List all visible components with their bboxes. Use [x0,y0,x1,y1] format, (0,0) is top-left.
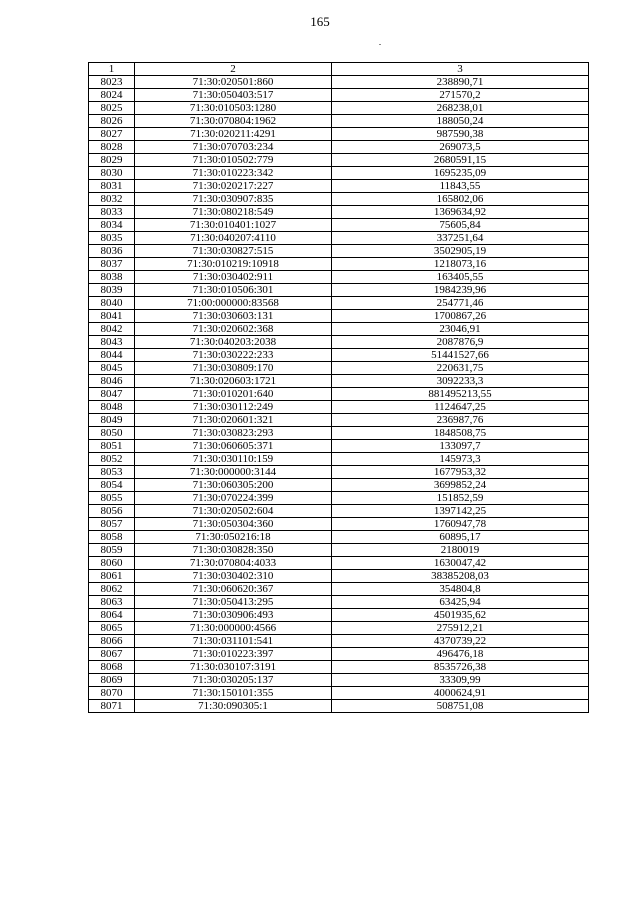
row-number-cell: 8071 [89,700,135,713]
cadastral-number-cell: 71:30:060605:371 [135,440,332,453]
row-number-cell: 8051 [89,440,135,453]
value-cell: 354804,8 [332,583,589,596]
cadastral-number-cell: 71:30:010506:301 [135,284,332,297]
row-number-cell: 8049 [89,414,135,427]
cadastral-number-cell: 71:30:050413:295 [135,596,332,609]
row-number-cell: 8027 [89,128,135,141]
value-cell: 220631,75 [332,362,589,375]
cadastral-number-cell: 71:30:010401:1027 [135,219,332,232]
table-row [89,375,589,388]
row-number-cell: 8064 [89,609,135,622]
table-row [89,453,589,466]
table-row [89,570,589,583]
row-number-cell: 8025 [89,102,135,115]
column-header: 2 [135,63,332,76]
value-cell: 4000624,91 [332,687,589,700]
table-row [89,674,589,687]
row-number-cell: 8036 [89,245,135,258]
row-number-cell: 8045 [89,362,135,375]
value-cell: 1695235,09 [332,167,589,180]
table-row [89,115,589,128]
cadastral-number-cell: 71:30:010223:397 [135,648,332,661]
value-cell: 275912,21 [332,622,589,635]
value-cell: 269073,5 [332,141,589,154]
cadastral-number-cell: 71:30:030110:159 [135,453,332,466]
value-cell: 1848508,75 [332,427,589,440]
value-cell: 8535726,38 [332,661,589,674]
cadastral-number-cell: 71:30:030906:493 [135,609,332,622]
cadastral-number-cell: 71:30:030402:911 [135,271,332,284]
column-header: 1 [89,63,135,76]
cadastral-number-cell: 71:30:030205:137 [135,674,332,687]
table-row [89,531,589,544]
table-row [89,401,589,414]
cadastral-number-cell: 71:30:031101:541 [135,635,332,648]
value-cell: 188050,24 [332,115,589,128]
row-number-cell: 8068 [89,661,135,674]
table-row [89,544,589,557]
value-cell: 1760947,78 [332,518,589,531]
data-table [88,62,589,713]
cadastral-number-cell: 71:30:060620:367 [135,583,332,596]
row-number-cell: 8031 [89,180,135,193]
table-row [89,323,589,336]
value-cell: 268238,01 [332,102,589,115]
value-cell: 1630047,42 [332,557,589,570]
table-row [89,336,589,349]
value-cell: 1700867,26 [332,310,589,323]
value-cell: 2180019 [332,544,589,557]
row-number-cell: 8033 [89,206,135,219]
cadastral-number-cell: 71:30:020602:368 [135,323,332,336]
value-cell: 1984239,96 [332,284,589,297]
table-row [89,271,589,284]
table-row [89,284,589,297]
value-cell: 238890,71 [332,76,589,89]
row-number-cell: 8070 [89,687,135,700]
row-number-cell: 8058 [89,531,135,544]
value-cell: 337251,64 [332,232,589,245]
value-cell: 987590,38 [332,128,589,141]
value-cell: 3502905,19 [332,245,589,258]
cadastral-number-cell: 71:30:070804:4033 [135,557,332,570]
cadastral-number-cell: 71:30:010223:342 [135,167,332,180]
row-number-cell: 8032 [89,193,135,206]
cadastral-number-cell: 71:30:020211:4291 [135,128,332,141]
row-number-cell: 8037 [89,258,135,271]
table-row [89,258,589,271]
table-row [89,596,589,609]
row-number-cell: 8063 [89,596,135,609]
row-number-cell: 8042 [89,323,135,336]
table-row [89,466,589,479]
cadastral-number-cell: 71:30:030112:249 [135,401,332,414]
cadastral-number-cell: 71:30:030809:170 [135,362,332,375]
row-number-cell: 8034 [89,219,135,232]
table-row [89,167,589,180]
cadastral-number-cell: 71:30:050216:18 [135,531,332,544]
scan-speck [379,44,381,45]
cadastral-number-cell: 71:30:040207:4110 [135,232,332,245]
table-row [89,76,589,89]
table-row [89,622,589,635]
value-cell: 2087876,9 [332,336,589,349]
cadastral-number-cell: 71:30:150101:355 [135,687,332,700]
row-number-cell: 8048 [89,401,135,414]
table-body [89,76,589,713]
value-cell: 4370739,22 [332,635,589,648]
table-row [89,232,589,245]
cadastral-number-cell: 71:30:030828:350 [135,544,332,557]
value-cell: 236987,76 [332,414,589,427]
value-cell: 63425,94 [332,596,589,609]
cadastral-number-cell: 71:30:040203:2038 [135,336,332,349]
table-row [89,349,589,362]
table-row [89,310,589,323]
value-cell: 60895,17 [332,531,589,544]
row-number-cell: 8060 [89,557,135,570]
table-row [89,388,589,401]
row-number-cell: 8023 [89,76,135,89]
cadastral-number-cell: 71:30:030827:515 [135,245,332,258]
value-cell: 1218073,16 [332,258,589,271]
cadastral-number-cell: 71:30:020601:321 [135,414,332,427]
cadastral-number-cell: 71:30:010219:10918 [135,258,332,271]
row-number-cell: 8055 [89,492,135,505]
table-row [89,505,589,518]
row-number-cell: 8040 [89,297,135,310]
cadastral-number-cell: 71:30:030107:3191 [135,661,332,674]
row-number-cell: 8062 [89,583,135,596]
value-cell: 508751,08 [332,700,589,713]
row-number-cell: 8038 [89,271,135,284]
cadastral-number-cell: 71:30:050403:517 [135,89,332,102]
row-number-cell: 8035 [89,232,135,245]
row-number-cell: 8028 [89,141,135,154]
value-cell: 33309,99 [332,674,589,687]
cadastral-number-cell: 71:30:010503:1280 [135,102,332,115]
table-row [89,661,589,674]
value-cell: 3699852,24 [332,479,589,492]
table-row [89,128,589,141]
table-row [89,557,589,570]
value-cell: 75605,84 [332,219,589,232]
value-cell: 151852,59 [332,492,589,505]
value-cell: 51441527,66 [332,349,589,362]
value-cell: 3092233,3 [332,375,589,388]
table-row [89,635,589,648]
column-header: 3 [332,63,589,76]
cadastral-number-cell: 71:30:030603:131 [135,310,332,323]
cadastral-number-cell: 71:30:030402:310 [135,570,332,583]
cadastral-number-cell: 71:30:060305:200 [135,479,332,492]
row-number-cell: 8026 [89,115,135,128]
table-row [89,206,589,219]
table-row [89,648,589,661]
value-cell: 145973,3 [332,453,589,466]
value-cell: 11843,55 [332,180,589,193]
table-row [89,141,589,154]
row-number-cell: 8053 [89,466,135,479]
row-number-cell: 8050 [89,427,135,440]
table-row [89,479,589,492]
table-row [89,245,589,258]
row-number-cell: 8041 [89,310,135,323]
table-row [89,700,589,713]
cadastral-number-cell: 71:30:070703:234 [135,141,332,154]
table-row [89,414,589,427]
cadastral-number-cell: 71:30:080218:549 [135,206,332,219]
value-cell: 496476,18 [332,648,589,661]
table-row [89,102,589,115]
table-row [89,583,589,596]
table-row [89,687,589,700]
value-cell: 254771,46 [332,297,589,310]
row-number-cell: 8067 [89,648,135,661]
value-cell: 1369634,92 [332,206,589,219]
cadastral-number-cell: 71:30:090305:1 [135,700,332,713]
cadastral-number-cell: 71:30:020217:227 [135,180,332,193]
table-row [89,518,589,531]
row-number-cell: 8039 [89,284,135,297]
row-number-cell: 8052 [89,453,135,466]
row-number-cell: 8069 [89,674,135,687]
value-cell: 1397142,25 [332,505,589,518]
page-number: 165 [310,14,330,29]
cadastral-number-cell: 71:30:050304:360 [135,518,332,531]
row-number-cell: 8057 [89,518,135,531]
row-number-cell: 8030 [89,167,135,180]
row-number-cell: 8029 [89,154,135,167]
cadastral-number-cell: 71:30:030823:293 [135,427,332,440]
value-cell: 133097,7 [332,440,589,453]
row-number-cell: 8061 [89,570,135,583]
value-cell: 881495213,55 [332,388,589,401]
cadastral-number-cell: 71:30:030907:835 [135,193,332,206]
value-cell: 163405,55 [332,271,589,284]
row-number-cell: 8056 [89,505,135,518]
table-row [89,219,589,232]
value-cell: 271570,2 [332,89,589,102]
table-header-row [89,63,589,76]
row-number-cell: 8066 [89,635,135,648]
cadastral-number-cell: 71:30:010502:779 [135,154,332,167]
table-row [89,89,589,102]
table-row [89,297,589,310]
table-row [89,609,589,622]
cadastral-number-cell: 71:30:020603:1721 [135,375,332,388]
row-number-cell: 8047 [89,388,135,401]
row-number-cell: 8044 [89,349,135,362]
cadastral-number-cell: 71:30:010201:640 [135,388,332,401]
cadastral-number-cell: 71:30:000000:4566 [135,622,332,635]
value-cell: 38385208,03 [332,570,589,583]
table-row [89,427,589,440]
cadastral-number-cell: 71:30:030222:233 [135,349,332,362]
row-number-cell: 8059 [89,544,135,557]
cadastral-number-cell: 71:30:020501:860 [135,76,332,89]
table-row [89,440,589,453]
cadastral-number-cell: 71:30:070804:1962 [135,115,332,128]
value-cell: 4501935,62 [332,609,589,622]
row-number-cell: 8043 [89,336,135,349]
value-cell: 1677953,32 [332,466,589,479]
value-cell: 2680591,15 [332,154,589,167]
row-number-cell: 8046 [89,375,135,388]
table-row [89,154,589,167]
row-number-cell: 8065 [89,622,135,635]
table-row [89,180,589,193]
cadastral-number-cell: 71:30:020502:604 [135,505,332,518]
table-row [89,193,589,206]
value-cell: 165802,06 [332,193,589,206]
table-row [89,492,589,505]
cadastral-number-cell: 71:30:070224:399 [135,492,332,505]
table-row [89,362,589,375]
cadastral-number-cell: 71:30:000000:3144 [135,466,332,479]
value-cell: 23046,91 [332,323,589,336]
cadastral-number-cell: 71:00:000000:83568 [135,297,332,310]
row-number-cell: 8054 [89,479,135,492]
row-number-cell: 8024 [89,89,135,102]
value-cell: 1124647,25 [332,401,589,414]
